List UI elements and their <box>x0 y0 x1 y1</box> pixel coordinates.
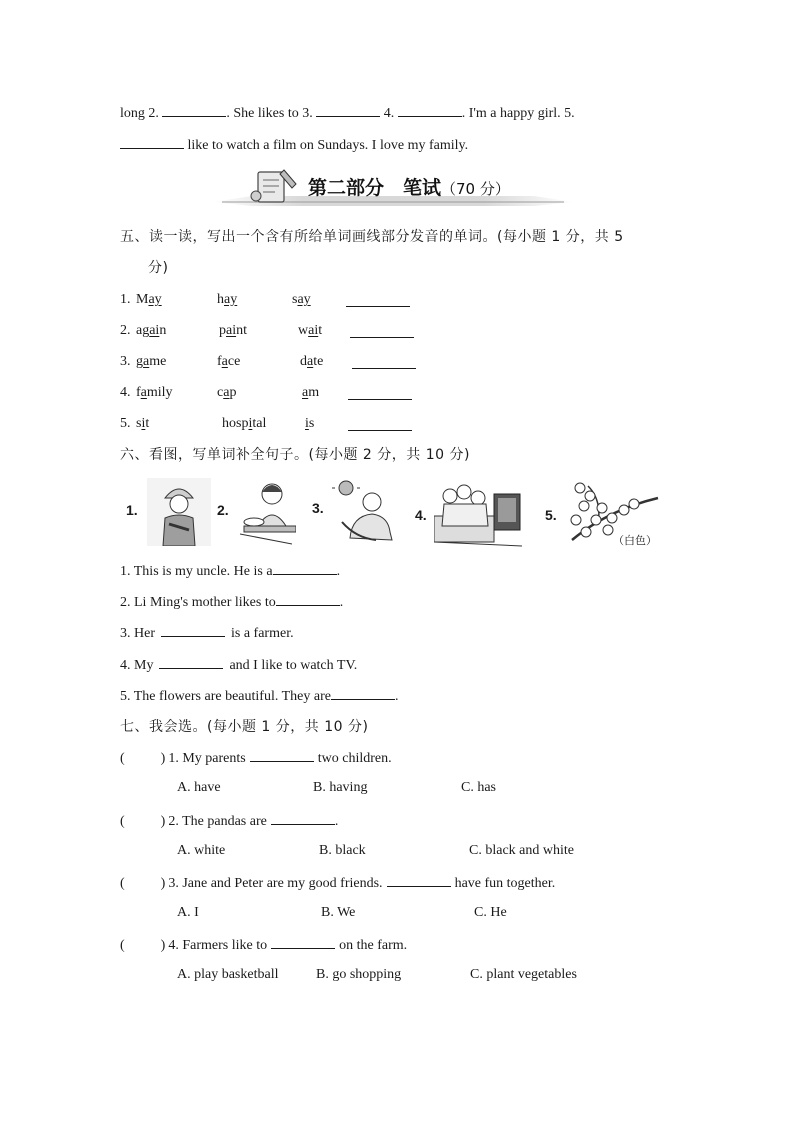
picture-number: 1. <box>126 502 138 518</box>
phonics-word <box>136 414 149 434</box>
underlined-letters: a <box>223 385 230 400</box>
word-part: w <box>298 323 309 338</box>
sentence <box>120 560 340 582</box>
option-c[interactable]: C. He <box>474 905 507 920</box>
answer-blank[interactable] <box>159 654 223 669</box>
phonics-word <box>136 383 173 403</box>
underlined-letters: a <box>143 354 150 369</box>
question-text: . <box>334 814 339 829</box>
word-part: c <box>217 385 224 400</box>
sentence-text: . <box>336 564 341 579</box>
answer-blank[interactable] <box>350 323 414 338</box>
row-number: 1. <box>120 292 131 307</box>
underlined-letters: ay <box>297 292 311 307</box>
phonics-word <box>302 383 319 403</box>
family-tv-icon <box>434 482 522 548</box>
word-part: te <box>313 354 324 369</box>
option-b[interactable]: B. black <box>319 843 366 858</box>
blank-2[interactable] <box>162 102 226 117</box>
blank-4[interactable] <box>398 102 462 117</box>
section5-title: 五、读一读，写出一个含有所给单词画线部分发音的单词。(每小题 1 分，共 5 <box>120 229 624 245</box>
passage-line-2: like to watch a film on Sundays. I love my family. <box>120 134 468 156</box>
underlined-letters: i <box>141 416 146 431</box>
question-text: 3. Jane and Peter are my good friends. <box>168 876 383 891</box>
option-a[interactable]: A. white <box>177 843 226 858</box>
blank-3[interactable] <box>316 102 380 117</box>
phonics-word <box>217 352 240 372</box>
blank-5[interactable] <box>120 134 184 149</box>
word-part: f <box>217 354 222 369</box>
answer-blank[interactable] <box>346 292 410 307</box>
word-part: t <box>145 416 150 431</box>
option-c[interactable]: C. has <box>461 780 496 795</box>
answer-blank[interactable] <box>331 685 395 700</box>
old-man-sun-icon <box>332 478 400 544</box>
section7-title: 七、我会选。(每小题 1 分，共 10 分) <box>120 719 369 735</box>
sentence-text: is a farmer. <box>231 626 294 641</box>
picture-number: 5. <box>545 507 557 523</box>
phonics-word <box>136 321 166 341</box>
question-row <box>120 810 338 832</box>
part-two-banner <box>212 166 574 210</box>
answer-paren-open[interactable]: ( <box>120 876 125 891</box>
phonics-word <box>217 290 237 310</box>
answer-paren-open[interactable]: ( <box>120 814 125 829</box>
word-part: nt <box>236 323 247 338</box>
word-part: hosp <box>222 416 249 431</box>
sentence <box>120 654 357 676</box>
word-part: t <box>318 323 323 338</box>
word-part: mily <box>146 385 173 400</box>
answer-paren-open[interactable]: ( <box>120 938 125 953</box>
sentence-text: and I like to watch TV. <box>229 658 358 673</box>
word-part: n <box>159 323 167 338</box>
word-part: p <box>229 385 237 400</box>
underlined-letters: a <box>307 354 314 369</box>
underlined-letters: i <box>248 416 253 431</box>
phonics-word <box>217 383 236 403</box>
question-text: 2. The pandas are <box>168 814 267 829</box>
option-c[interactable]: C. plant vegetables <box>470 967 577 982</box>
picture-number: 4. <box>415 507 427 523</box>
picture-number: 3. <box>312 500 324 516</box>
answer-blank[interactable] <box>273 560 337 575</box>
answer-blank[interactable] <box>352 354 416 369</box>
word-part: ce <box>227 354 241 369</box>
question-row <box>120 934 407 956</box>
underlined-letters: ay <box>148 292 162 307</box>
option-b[interactable]: B. having <box>313 780 368 795</box>
word-part: p <box>219 323 226 338</box>
worker-icon <box>147 478 211 546</box>
word-part: m <box>308 385 320 400</box>
answer-blank[interactable] <box>348 416 412 431</box>
row-number: 3. <box>120 354 131 369</box>
answer-paren-close[interactable]: ) <box>160 938 166 953</box>
underlined-letters: a <box>302 385 309 400</box>
phonics-word <box>136 352 166 372</box>
phonics-word <box>219 321 247 341</box>
underlined-letters: ai <box>226 323 237 338</box>
word-part: me <box>149 354 167 369</box>
answer-blank[interactable] <box>276 591 340 606</box>
question-text: two children. <box>317 751 392 766</box>
phonics-word <box>298 321 322 341</box>
question-text: on the farm. <box>339 938 408 953</box>
underlined-letters: ai <box>149 323 160 338</box>
cooking-woman-icon <box>236 478 296 546</box>
row-number: 4. <box>120 385 131 400</box>
sentence-text: 4. My <box>120 658 154 673</box>
underlined-letters: i <box>305 416 309 431</box>
underlined-letters: a <box>140 385 147 400</box>
answer-blank[interactable] <box>161 622 225 637</box>
sentence-text: 1. This is my uncle. He is a <box>120 564 273 579</box>
sentence-text: 5. The flowers are beautiful. They are <box>120 689 331 704</box>
row-number: 2. <box>120 323 131 338</box>
answer-blank[interactable] <box>387 872 451 887</box>
sentence <box>120 685 398 707</box>
answer-paren-close[interactable]: ) <box>160 814 166 829</box>
word-part: f <box>136 385 141 400</box>
answer-paren-open[interactable]: ( <box>120 751 125 766</box>
word-part: s <box>308 416 315 431</box>
answer-paren-close[interactable]: ) <box>160 876 166 891</box>
phonics-word <box>222 414 266 434</box>
word-part: ag <box>136 323 150 338</box>
option-c[interactable]: C. black and white <box>469 843 574 858</box>
picture-number: 2. <box>217 502 229 518</box>
answer-blank[interactable] <box>348 385 412 400</box>
underlined-letters: a <box>221 354 228 369</box>
underlined-letters: ay <box>224 292 238 307</box>
option-b[interactable]: B. go shopping <box>316 967 402 982</box>
word-part: s <box>292 292 298 307</box>
word-part: d <box>300 354 307 369</box>
passage-line-1: long 2. . She likes to 3. 4. . I'm a happy girl. 5. <box>120 102 575 124</box>
option-a[interactable]: A. play basketball <box>177 967 279 982</box>
sentence-text: . <box>339 595 344 610</box>
phonics-word <box>300 352 323 372</box>
question-row <box>120 872 555 894</box>
answer-paren-close[interactable]: ) <box>160 751 166 766</box>
question-text: have fun together. <box>454 876 556 891</box>
option-b[interactable]: B. We <box>321 905 356 920</box>
word-part: s <box>136 416 142 431</box>
sentence <box>120 591 343 613</box>
answer-blank[interactable] <box>271 934 335 949</box>
word-part: h <box>217 292 224 307</box>
answer-blank[interactable] <box>271 810 335 825</box>
word-part: M <box>136 292 149 307</box>
phonics-word <box>136 290 162 310</box>
option-a[interactable]: A. have <box>177 780 221 795</box>
sentence <box>120 622 294 644</box>
option-a[interactable]: A. I <box>177 905 199 920</box>
phonics-word <box>292 290 311 310</box>
sentence-text: 3. Her <box>120 626 155 641</box>
section6-title: 六、看图，写单词补全句子。(每小题 2 分，共 10 分) <box>120 447 470 463</box>
phonics-word <box>305 414 314 434</box>
picture-caption: （白色） <box>613 534 657 547</box>
banner-title: 第二部分 笔试（70 分） <box>308 177 510 199</box>
question-text: 1. My parents <box>168 751 246 766</box>
section5-title-cont: 分) <box>148 260 169 276</box>
row-number: 5. <box>120 416 131 431</box>
word-part: g <box>136 354 143 369</box>
sentence-text: 2. Li Ming's mother likes to <box>120 595 276 610</box>
question-row <box>120 747 392 769</box>
question-text: 4. Farmers like to <box>168 938 268 953</box>
word-part: tal <box>252 416 267 431</box>
answer-blank[interactable] <box>250 747 314 762</box>
underlined-letters: ai <box>308 323 319 338</box>
sentence-text: . <box>394 689 399 704</box>
